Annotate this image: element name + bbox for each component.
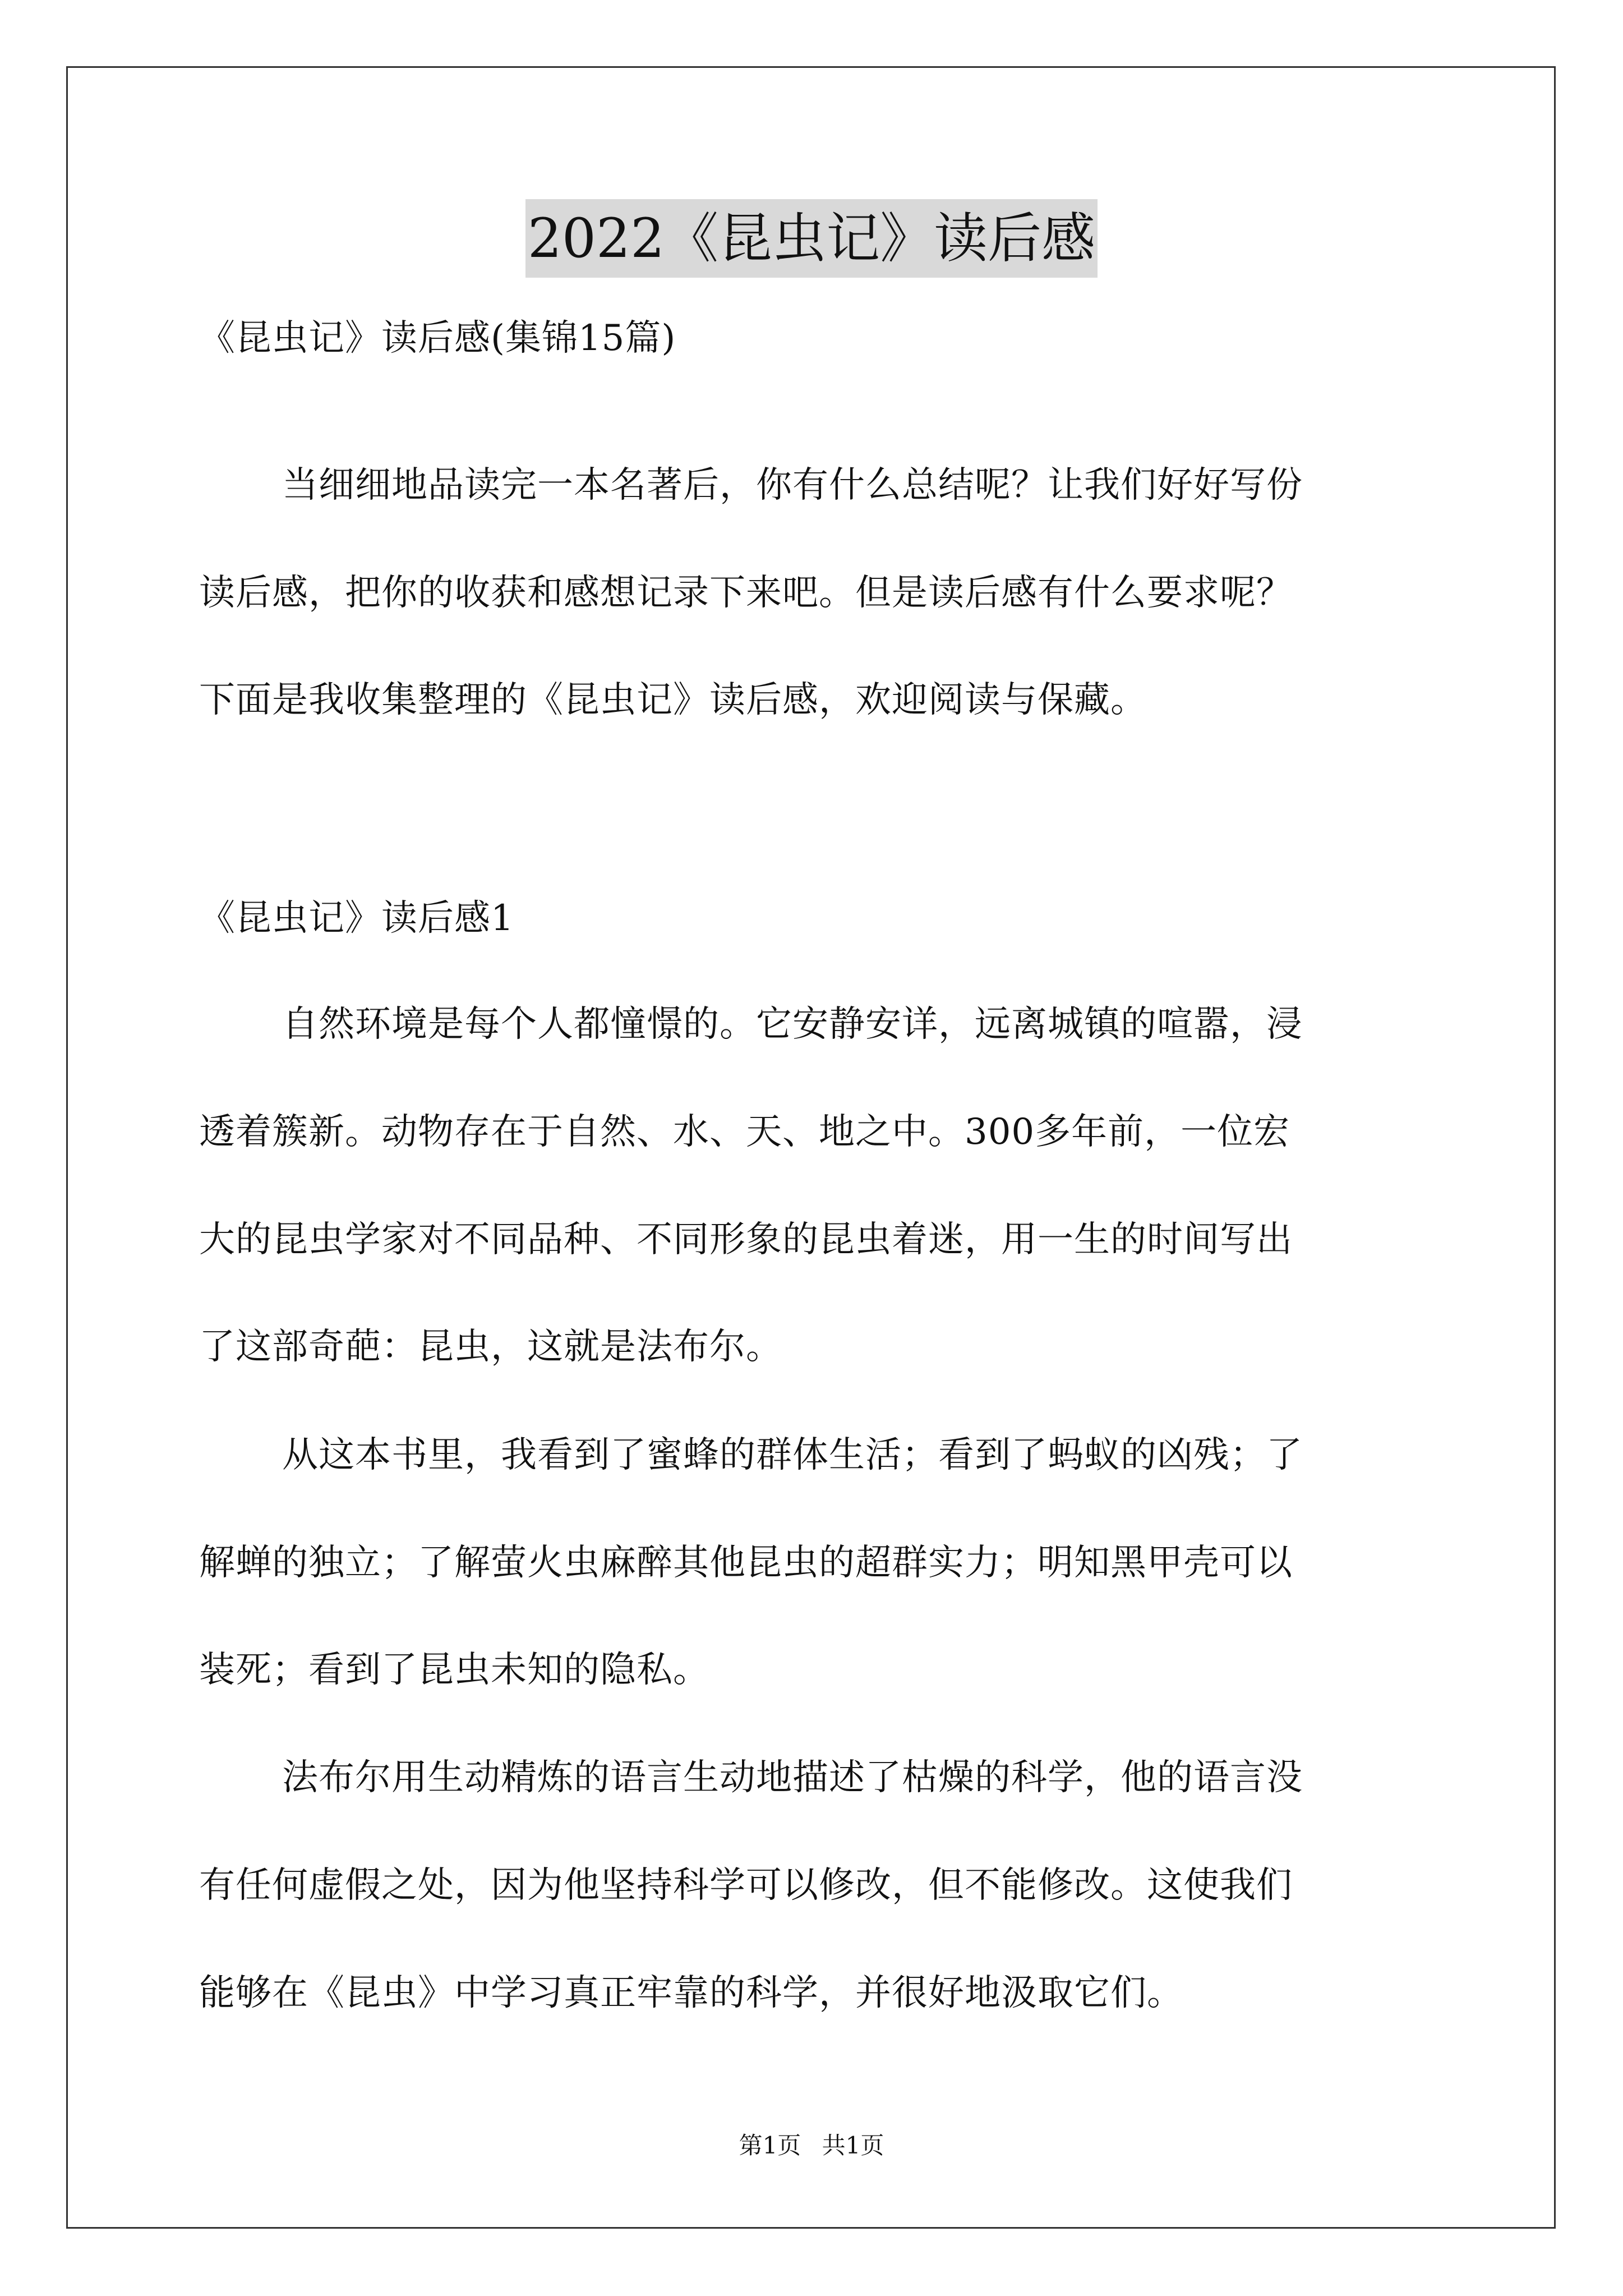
document-title: 2022《昆虫记》读后感 (525, 199, 1098, 278)
paragraph1-line-2: 透着簇新。动物存在于自然、水、天、地之中。300多年前，一位宏 (199, 1111, 1290, 1153)
section-heading: 《昆虫记》读后感1 (199, 898, 514, 939)
document-subtitle: 《昆虫记》读后感(集锦15篇) (199, 318, 676, 359)
paragraph2-line-2: 解蝉的独立；了解萤火虫麻醉其他昆虫的超群实力；明知黑甲壳可以 (199, 1542, 1293, 1584)
paragraph3-line-2: 有任何虚假之处，因为他坚持科学可以修改，但不能修改。这使我们 (199, 1865, 1293, 1906)
paragraph2-line-3: 装死；看到了昆虫未知的隐私。 (199, 1649, 709, 1691)
page-footer (0, 2129, 1623, 2162)
paragraph1-line-1: 自然环境是每个人都憧憬的。它安静安详，远离城镇的喧嚣，浸 (282, 1004, 1303, 1045)
paragraph2-line-1: 从这本书里，我看到了蜜蜂的群体生活；看到了蚂蚁的凶残；了 (282, 1434, 1303, 1476)
paragraph1-line-4: 了这部奇葩：昆虫，这就是法布尔。 (199, 1326, 782, 1368)
footer-page-current: 第1页 (739, 2132, 801, 2159)
paragraph3-line-1: 法布尔用生动精炼的语言生动地描述了枯燥的科学，他的语言没 (282, 1757, 1303, 1798)
paragraph1-line-3: 大的昆虫学家对不同品种、不同形象的昆虫着迷，用一生的时间写出 (199, 1219, 1293, 1260)
intro-line-2: 读后感，把你的收获和感想记录下来吧。但是读后感有什么要求呢？ (199, 572, 1293, 614)
intro-line-3: 下面是我收集整理的《昆虫记》读后感，欢迎阅读与保藏。 (199, 679, 1147, 721)
intro-line-1: 当细细地品读完一本名著后，你有什么总结呢？让我们好好写份 (282, 464, 1303, 506)
footer-page-total: 共1页 (822, 2132, 884, 2159)
title-container (0, 199, 1623, 278)
paragraph3-line-3: 能够在《昆虫》中学习真正牢靠的科学，并很好地汲取它们。 (199, 1972, 1183, 2014)
